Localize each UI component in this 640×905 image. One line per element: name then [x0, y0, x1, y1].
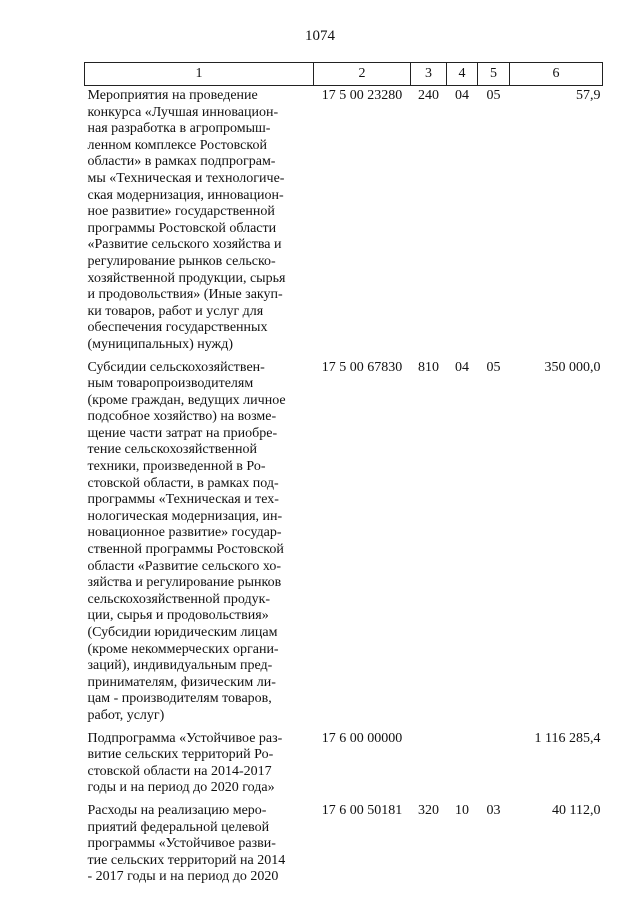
column-header-code: 2 — [314, 63, 411, 86]
column-header-amount: 6 — [510, 63, 603, 86]
row-rz — [447, 729, 478, 801]
table-row — [85, 358, 603, 729]
row-name: Мероприятия на проведение конкурса «Лучшая инновацион- ная разработка в агропромыш- ленном комплексе Ростовской области» в рамках подпрограм- мы «Техническая и технологиче- ская модернизация, инновацион- ное развитие» государственной программы Ростовской области «Развитие сельского хозяйства и регулирование рынков сельско- хозяйственной продукции, сырья и продовольствия» (Иные закуп- ки товаров, работ и услуг для обеспечения государственных (муниципальных) нужд) — [87, 88, 286, 352]
row-name-cell — [85, 86, 314, 358]
row-amount: 1 116 285,4 — [534, 730, 601, 746]
column-header-name: 1 — [85, 63, 314, 86]
row-rz: 04 — [455, 88, 469, 103]
row-code: 17 5 00 67830 — [321, 359, 403, 375]
row-code: 17 6 00 00000 — [321, 730, 403, 746]
row-pr: 05 — [486, 88, 501, 103]
row-amount: 350 000,0 — [544, 359, 601, 375]
row-name-cell — [85, 358, 314, 729]
row-name: Подпрограмма «Устойчивое раз- витие сельских территорий Ро- стовской области на 2014-2017 годы и на период до 2020 года» — [87, 730, 283, 796]
row-rz: 04 — [455, 359, 469, 375]
budget-table — [84, 62, 603, 890]
row-code: 17 6 00 50181 — [321, 802, 403, 818]
row-vr: 810 — [418, 359, 439, 375]
column-header-pr: 5 — [478, 63, 510, 86]
row-vr: 240 — [418, 88, 439, 103]
row-vr — [411, 729, 447, 801]
row-amount: 57,9 — [576, 88, 601, 103]
table-row — [85, 801, 603, 890]
row-code: 17 5 00 23280 — [321, 88, 403, 103]
row-rz: 10 — [455, 802, 469, 818]
column-header-vr: 3 — [411, 63, 447, 86]
table-row — [85, 729, 603, 801]
page-number: 1074 — [305, 28, 335, 44]
row-vr: 320 — [418, 802, 439, 818]
row-name: Расходы на реализацию меро- приятий федеральной целевой программы «Устойчивое разви- тие сельских территорий на 2014 - 2017 годы и на период до 2020 — [87, 802, 286, 885]
row-pr: 03 — [486, 802, 501, 818]
column-header-rz: 4 — [447, 63, 478, 86]
row-pr — [478, 729, 510, 801]
table-row — [85, 86, 603, 358]
row-pr: 05 — [486, 359, 501, 375]
row-name-cell — [85, 801, 314, 890]
header-row — [85, 63, 603, 86]
row-name-cell — [85, 729, 314, 801]
row-amount: 40 112,0 — [552, 802, 601, 818]
row-name: Субсидии сельскохозяйствен- ным товаропроизводителям (кроме граждан, ведущих личное подсобное хозяйство) на возме- щение части затрат на приобре- тение сельскохозяйственной техники, произведенной в Ро- стовской области, в рамках под- программы «Техническая и тех- нологическая модернизация, ин- новационное развитие» государ- ственной программы Ростовской области «Развитие сельского хо- зяйства и регулирование рынков сельскохозяйственной продук- ции, сырья и продовольствия» (Субсидии юридическим лицам (кроме некоммерческих органи- заций), индивидуальным пред- принимателям, физическим ли- цам - производителям товаров, работ, услуг) — [87, 359, 286, 723]
